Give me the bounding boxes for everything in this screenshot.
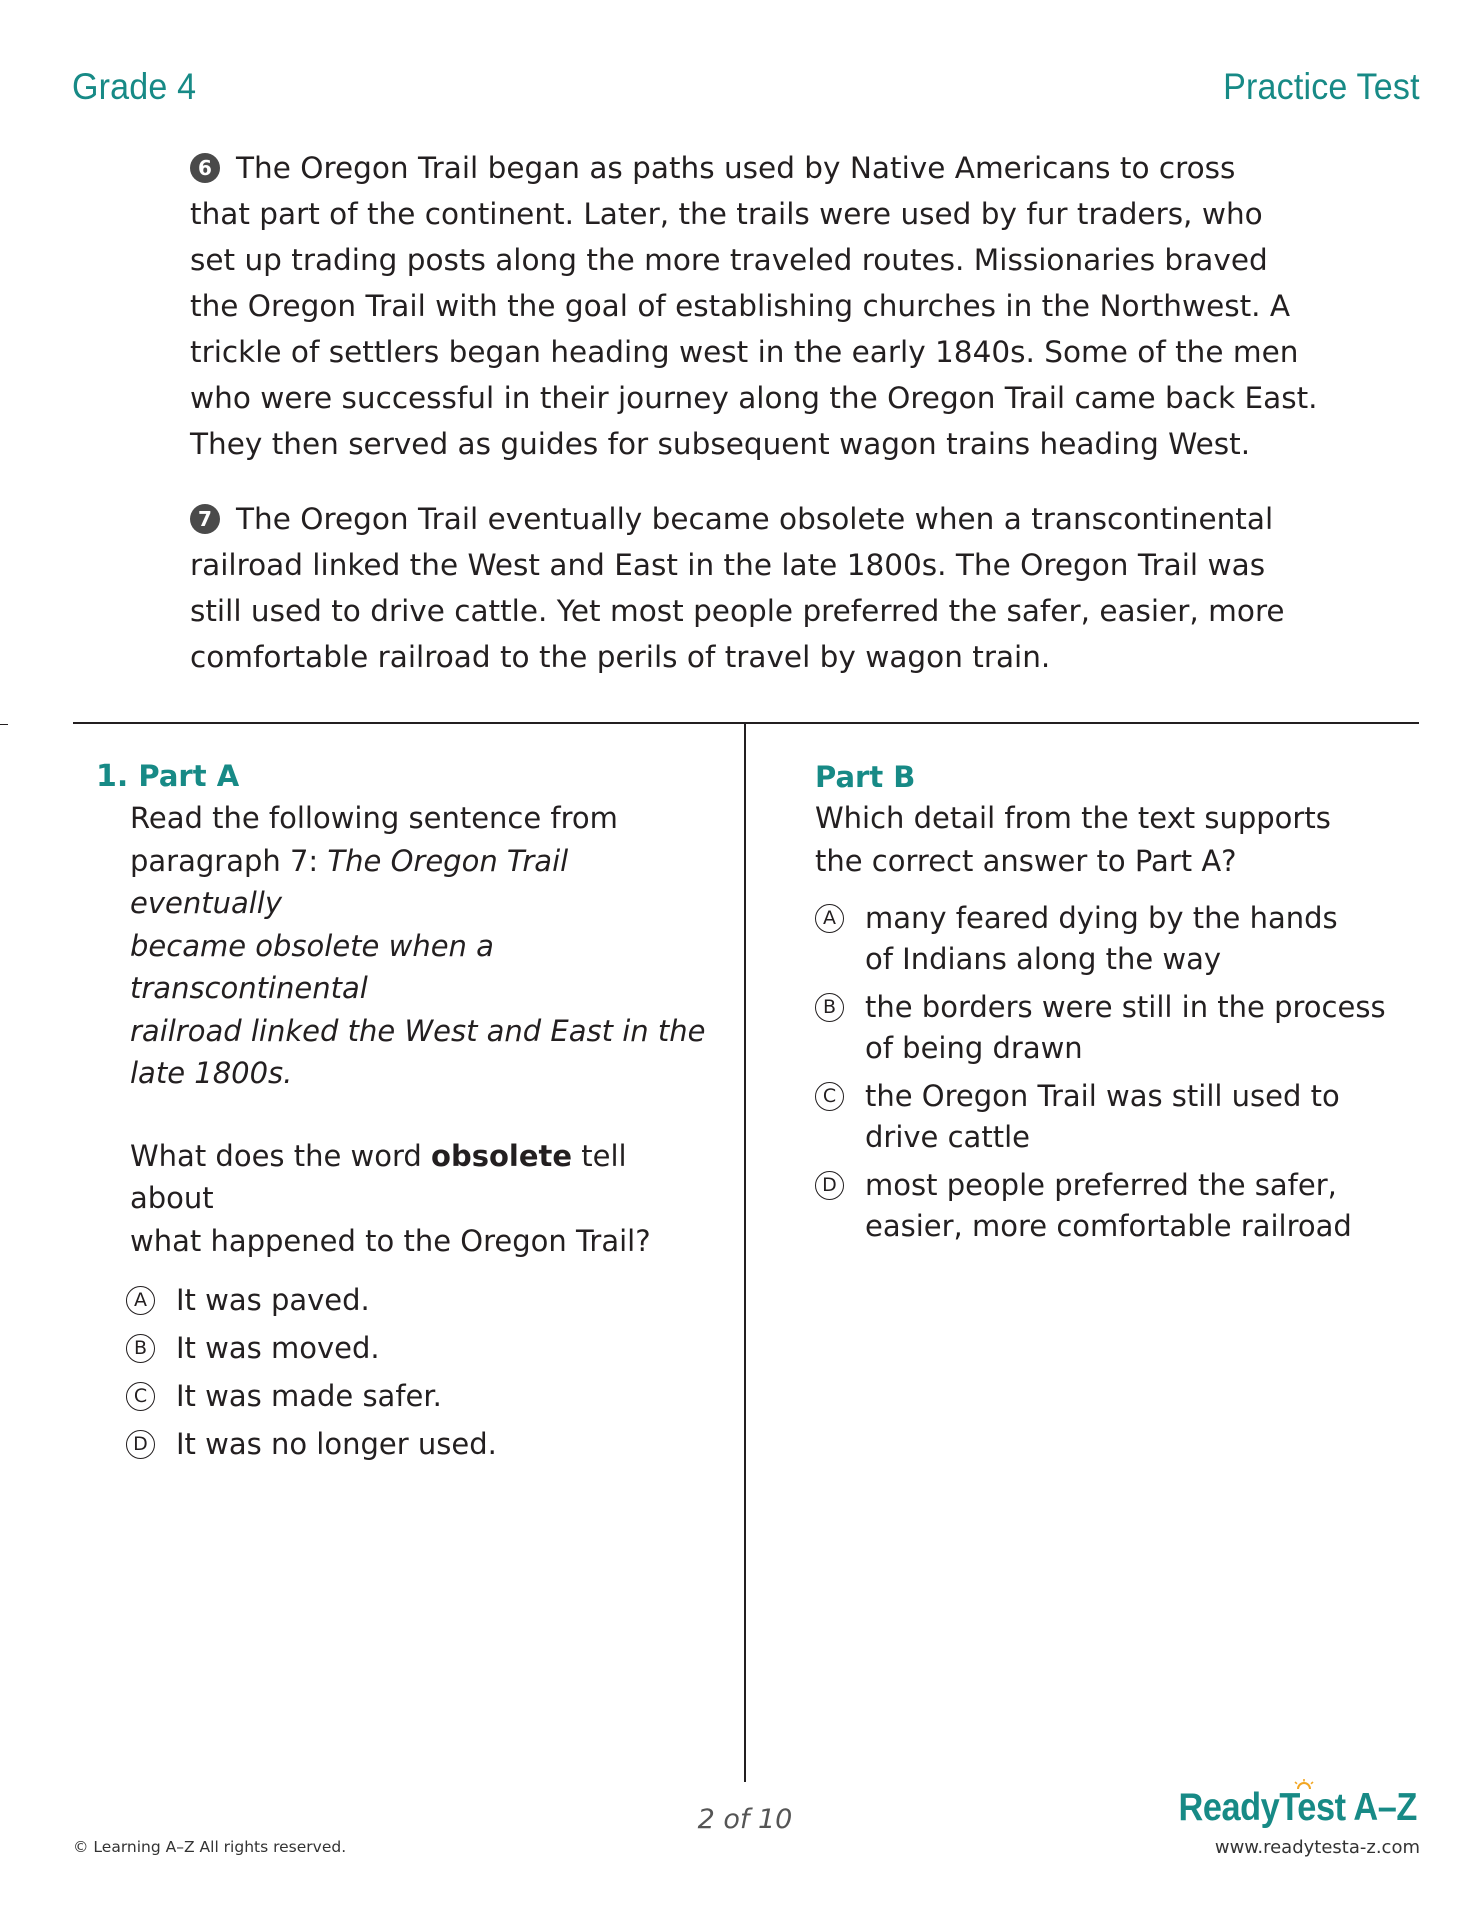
passage-line: trickle of settlers began heading west in the early 1840s. Some of the men xyxy=(190,335,1299,369)
answer-bubble-icon[interactable]: C xyxy=(815,1082,844,1111)
passage-line: that part of the continent. Later, the trails were used by fur traders, who xyxy=(190,197,1263,231)
choice-text: the Oregon Trail was still used to drive cattle xyxy=(865,1079,1340,1154)
section-divider xyxy=(73,722,1419,724)
grade-label: Grade 4 xyxy=(72,66,197,107)
answer-bubble-icon[interactable]: A xyxy=(126,1286,155,1315)
question-number: 1. xyxy=(96,759,129,794)
quoted-sentence: late 1800s. xyxy=(130,1056,293,1090)
quoted-sentence: The Oregon Trail eventually xyxy=(130,843,569,920)
part-a-heading: Part A xyxy=(138,759,240,793)
answer-bubble-icon[interactable]: C xyxy=(126,1382,155,1411)
question-1-part-a xyxy=(96,756,706,1472)
passage-line: The Oregon Trail began as paths used by Native Americans to cross xyxy=(236,151,1236,185)
question-text: tell about xyxy=(130,1138,627,1215)
answer-bubble-icon[interactable]: B xyxy=(126,1334,155,1363)
choice-c[interactable] xyxy=(815,1076,1415,1158)
paragraph-number-badge: 7 xyxy=(190,504,220,534)
passage-line: comfortable railroad to the perils of travel by wagon train. xyxy=(190,640,1051,674)
choice-c[interactable] xyxy=(126,1376,706,1417)
prompt-line: Read the following sentence from xyxy=(130,801,618,835)
choice-a[interactable] xyxy=(126,1280,706,1321)
copyright-notice: © Learning A–Z All rights reserved. xyxy=(73,1838,347,1856)
paragraph-number-badge: 6 xyxy=(190,153,220,183)
choice-text: most people preferred the safer, easier, more comfortable railroad xyxy=(865,1168,1352,1243)
quoted-sentence: became obsolete when a transcontinental xyxy=(130,928,494,1005)
passage-line: the Oregon Trail with the goal of establishing churches in the Northwest. A xyxy=(190,289,1291,323)
passage-line: They then served as guides for subsequent wagon trains heading West. xyxy=(190,427,1251,461)
choice-text: the borders were still in the process of being drawn xyxy=(865,990,1386,1065)
part-b-heading: Part B xyxy=(815,760,916,794)
passage-line: railroad linked the West and East in the late 1800s. The Oregon Trail was xyxy=(190,548,1266,582)
question-text: what happened to the Oregon Trail? xyxy=(130,1223,651,1258)
passage-line: set up trading posts along the more traveled routes. Missionaries braved xyxy=(190,243,1268,277)
passage-line: who were successful in their journey along the Oregon Trail came back East. xyxy=(190,381,1318,415)
choice-text: many feared dying by the hands of Indians along the way xyxy=(865,901,1338,976)
choice-text: It was paved. xyxy=(176,1283,370,1317)
vocabulary-word: obsolete xyxy=(431,1138,573,1173)
answer-bubble-icon[interactable]: B xyxy=(815,993,844,1022)
choice-a[interactable] xyxy=(815,898,1415,980)
column-divider xyxy=(744,724,746,1782)
prompt-line: the correct answer to Part A? xyxy=(815,843,1237,878)
answer-bubble-icon[interactable]: D xyxy=(815,1171,844,1200)
choice-text: It was no longer used. xyxy=(176,1427,497,1461)
passage-line: still used to drive cattle. Yet most people preferred the safer, easier, more xyxy=(190,594,1285,628)
website-url[interactable]: www.readytesta-z.com xyxy=(1214,1837,1420,1858)
question-1-part-b xyxy=(815,757,1415,1254)
quoted-sentence: railroad linked the West and East in the xyxy=(130,1013,706,1048)
part-b-prompt xyxy=(815,797,1415,882)
passage-paragraph-7 xyxy=(190,496,1320,680)
test-type-label: Practice Test xyxy=(1223,66,1420,107)
prompt-line: Which detail from the text supports xyxy=(815,801,1331,835)
answer-bubble-icon[interactable]: D xyxy=(126,1430,155,1459)
answer-bubble-icon[interactable]: A xyxy=(815,904,844,933)
choice-text: It was made safer. xyxy=(176,1379,442,1413)
question-text: What does the word xyxy=(130,1138,432,1173)
readytest-logo: ReadyTest A–Z xyxy=(1178,1786,1417,1829)
choice-d[interactable] xyxy=(815,1165,1415,1247)
prompt-line: paragraph 7: xyxy=(130,843,328,878)
part-b-choices xyxy=(815,898,1415,1247)
choice-text: It was moved. xyxy=(176,1331,380,1365)
choice-d[interactable] xyxy=(126,1424,706,1465)
passage-paragraph-6 xyxy=(190,145,1320,467)
passage-line: The Oregon Trail eventually became obsolete when a transcontinental xyxy=(236,502,1274,536)
part-a-prompt xyxy=(96,797,706,1262)
margin-tick xyxy=(0,724,8,725)
page-number: 2 of 10 xyxy=(697,1804,793,1835)
part-a-choices xyxy=(96,1280,706,1465)
choice-b[interactable] xyxy=(126,1328,706,1369)
choice-b[interactable] xyxy=(815,987,1415,1069)
